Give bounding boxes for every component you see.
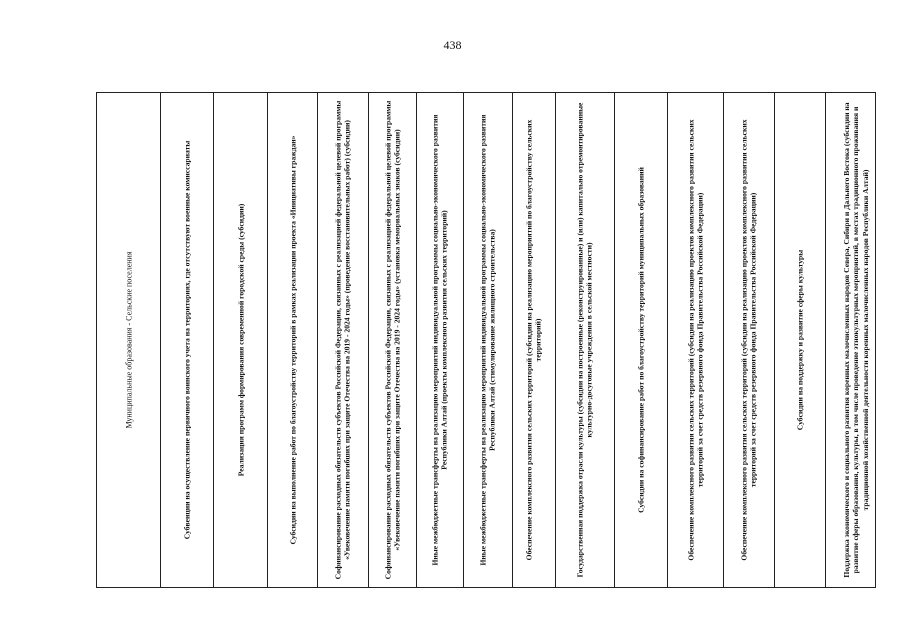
page-number: 438 <box>443 38 462 52</box>
row-text: Субвенции на осуществление первичного воинского учета на территориях, где отсутствуют военные комиссариаты <box>182 140 192 540</box>
table-row <box>826 93 885 587</box>
table-row <box>318 93 369 587</box>
row-text: Поддержка экономического и социального развития коренных малочисленных народов Севера, Сибири и Дальнего Востока (субсидии на развитие сферы образования, культуры, в том числе проведение этнокультурных мероприятий, в местах традиционного проживания и традиционной хозяйственной деятельности коренных малочисленных народов Республики Алтай) <box>841 102 870 578</box>
table-row <box>214 93 268 587</box>
row-text: Иные межбюджетные трансферты на реализацию мероприятий индивидуальной программы социально-экономического развития Республики Алтай (проекты комплексного развития сельских территорий) <box>430 114 449 566</box>
table-row <box>369 93 417 587</box>
row-text: Иные межбюджетные трансферты на реализацию мероприятий индивидуальной программы социально-экономического развития Республики Алтай (стимулирование жилищного строительства) <box>478 114 497 566</box>
table-row-header <box>97 93 161 587</box>
row-text: Субсидии на выполнение работ по благоустройству территорий в рамках реализации проекта «Инициативы граждан» <box>287 135 297 545</box>
row-text: Софинансирование расходных обязательств субъектов Российской Федерации, связанных с реализацией федеральной целевой программы «Увековечение памяти погибших при защите Отечества на 2019 - 2024 годы» (установка мемориальных знаков (субсидии) <box>383 100 402 580</box>
rotated-table <box>96 92 876 588</box>
table-row <box>556 93 615 587</box>
row-text: Муниципальные образования - Сельские поселения <box>123 251 133 429</box>
table-row <box>464 93 513 587</box>
row-text: Субсидии на поддержку и развитие сферы культуры <box>795 249 805 431</box>
row-text: Софинансирование расходных обязательств субъектов Российской Федерации, связанных с реализацией федеральной целевой программы «Увековечение памяти погибших при защите Отечества на 2019 - 2024 годы» (проведение восстановительных работ) (субсидии) <box>333 100 352 580</box>
row-text: Субсидии на софинансирование работ по благоустройству территорий муниципальных образований <box>636 167 646 513</box>
table-row <box>161 93 214 587</box>
table-row <box>668 93 724 587</box>
table-row <box>268 93 318 587</box>
table-row <box>724 93 775 587</box>
table-row <box>513 93 556 587</box>
table-row <box>615 93 668 587</box>
row-text: Обеспечение комплексного развития сельских территорий (субсидии на реализацию мероприятий по благоустройству сельских территорий) <box>524 119 543 561</box>
row-text: Государственная поддержка отрасли культуры (субсидии на построенные (реконструированные) и (или) капитально отремонтированные культурно-досуговые учреждения в сельской местности) <box>575 102 594 578</box>
table-row <box>775 93 826 587</box>
table-row <box>417 93 464 587</box>
row-text: Обеспечение комплексного развития сельских территорий (субсидии на реализацию проектов комплексного развития сельских территорий за счет средств резервного фонда Правительства Российской Федерации) <box>739 119 758 561</box>
row-text: Реализация программ формирования современной городской среды (субсидии) <box>235 203 245 477</box>
row-text: Обеспечение комплексного развития сельских территорий (субсидии на реализацию проектов комплексного развития сельских территорий за счет средств резервного фонда Правительства Российской Федерации) <box>686 119 705 561</box>
